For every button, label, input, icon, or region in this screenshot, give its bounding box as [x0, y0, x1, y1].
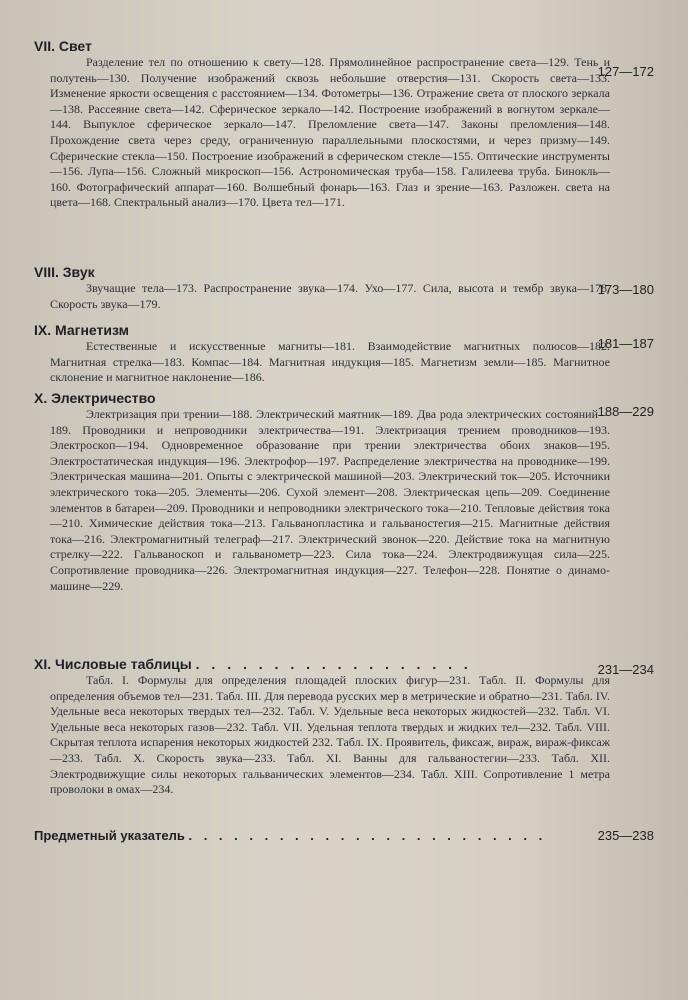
section-text: Электризация при трении—188. Электрический маятник—189. Два рода электрических состояний—189. Проводники и непроводники электричества—191. Электризация трением проводников—193. Электроскоп—194. Одновременное образование при трении электричества обоих знаков—195. Электростатическая индукция—196. Электрофор—197. Распределение электричества на проводнике—199. Электрическая машина—201. Опыты с электрической машиной—203. Электрический ток—205. Источники электрического тока—205. Элементы—206. Сухой элемент—208. Электрическая цепь—209. Соединение элементов в батареи—209. Проводники и непроводники электрического тока—210. Тепловые действия тока—210. Химические действия тока—213. Гальванопластика и гальваностегия—215. Магнитные действия тока—216. Электромагнитный телеграф—217. Электрический звонок—220. Действие тока на магнитную стрелку—222. Гальваноскоп и гальванометр—223. Сила тока—224. Электродвижущая сила—225. Сопротивление проводника—226. Электромагнитная индукция—227. Телефон—228. Понятие о динамо-машине—229. [50, 407, 610, 593]
section-heading [34, 656, 654, 672]
dot-leader: . . . . . . . . . . . . . . . . . . . . . . . . [188, 828, 547, 843]
section-electricity [34, 390, 654, 594]
section-pages: 173—180 [597, 282, 654, 297]
section-heading-label: XI. Числовые таблицы [34, 656, 192, 672]
section-light [34, 38, 654, 211]
section-text: Разделение тел по отношению к свету—128. Прямолинейное распространение света—129. Тень и полутень—130. Получение изображений сквозь небольшие отверстия—131. Скорость света—133. Изменение яркости освещения с расстоянием—134. Фотометры—136. Отражение света от плоского зеркала—138. Рассеяние света—142. Сферическое зеркало—142. Построение изображений в вогнутом зеркале—144. Выпуклое сферическое зеркало—147. Преломление света—147. Законы преломления—148. Прохождение света через среду, ограниченную параллельными плоскостями, и через призму—149. Сферические стекла—150. Построение изображений в сферическом стекле—155. Оптические инструменты—156. Лупа—156. Сложный микроскоп—156. Астрономическая труба—158. Галилеева труба. Бинокль—160. Фотографический аппарат—160. Волшебный фонарь—163. Глаз и зрение—163. Разложен. света на цвета—168. Спектральный анализ—170. Цвета тел—171. [50, 55, 610, 210]
section-heading: IX. Магнетизм [34, 322, 129, 338]
section-heading: X. Электричество [34, 390, 156, 406]
section-text: Естественные и искусственные магниты—181. Взаимодействие магнитных полюсов—182. Магнитная стрелка—183. Компас—184. Магнитная индукция—185. Магнетизм земли—185. Магнитное склонение и магнитное наклонение—186. [50, 339, 610, 385]
section-tables [34, 656, 654, 798]
section-pages: 231—234 [597, 662, 654, 677]
section-heading: VII. Свет [34, 38, 92, 54]
subject-index-row [34, 828, 654, 843]
section-sound [34, 264, 654, 312]
section-pages: 181—187 [597, 336, 654, 351]
section-magnetism [34, 322, 654, 386]
section-text: Звучащие тела—173. Распространение звука—174. Ухо—177. Сила, высота и тембр звука—178. Скорость звука—179. [50, 281, 610, 311]
section-pages: 127—172 [597, 64, 654, 79]
dot-leader: . . . . . . . . . . . . . . . . . . [195, 656, 472, 672]
section-text: Табл. I. Формулы для определения площадей плоских фигур—231. Табл. II. Формулы для определения объемов тел—231. Табл. III. Для перевода русских мер в метрические и обратно—231. Табл. IV. Удельные веса некоторых твердых тел—232. Табл. V. Удельные веса некоторых жидкостей—232. Табл. VI. Удельные веса некоторых газов—232. Табл. VII. Удельная теплота твердых и жидких тел—232. Табл. VIII. Скрытая теплота испарения некоторых жидкостей 232. Табл. IX. Проявитель, фиксаж, вираж, вираж-фиксаж—233. Табл. X. Скорость звука—233. Табл. XI. Ванны для гальваностегии—233. Табл. XII. Электродвижущие силы некоторых гальванических элементов—234. Табл. XIII. Сопротивление 1 метра проволоки в омах—234. [50, 673, 610, 797]
subject-index-pages: 235—238 [597, 828, 654, 843]
section-heading: VIII. Звук [34, 264, 95, 280]
section-pages: 188—229 [597, 404, 654, 419]
subject-index-label: Предметный указатель [34, 828, 185, 843]
